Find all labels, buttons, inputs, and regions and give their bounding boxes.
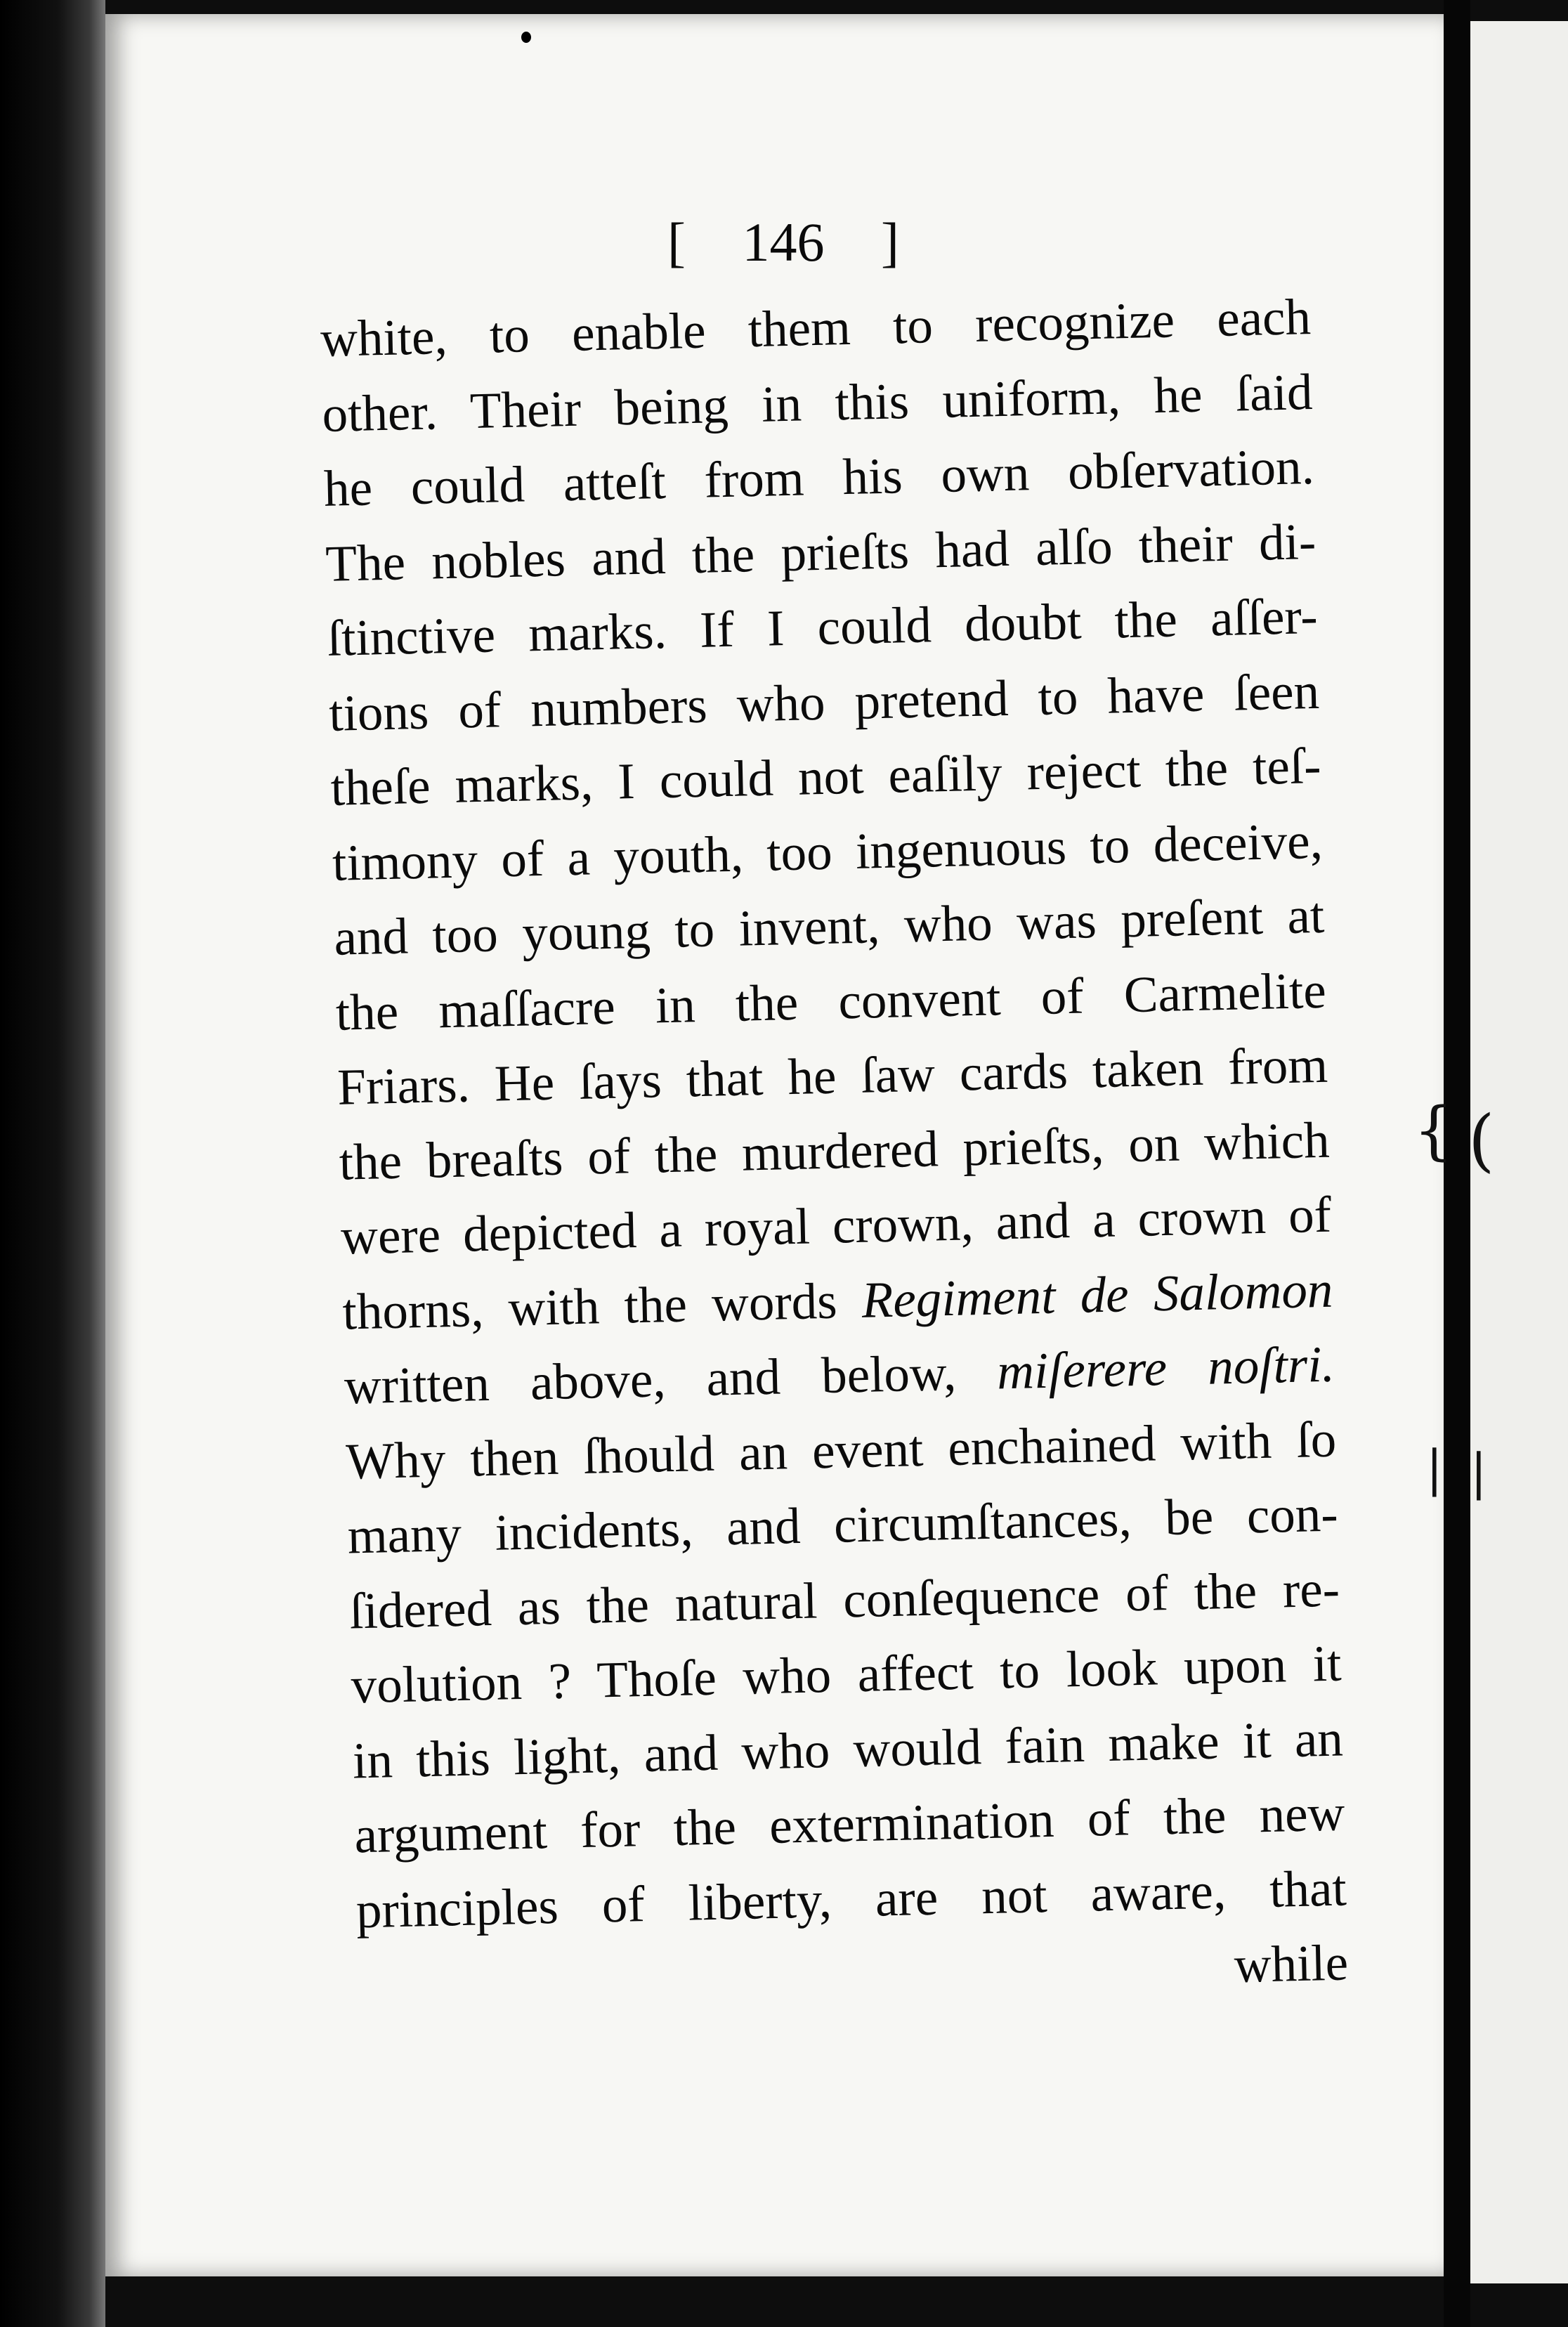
- text-segment: many incidents, and circumſtances, be con-: [346, 1485, 1339, 1565]
- adjacent-page-bracket-mark: |: [1470, 1443, 1487, 1501]
- bracket-close: ]: [881, 211, 899, 273]
- italic-text-segment: miſerere noſtri.: [996, 1335, 1335, 1400]
- text-segment: theſe marks, I could not eaſily reject the teſ-: [329, 736, 1322, 816]
- text-segment: The nobles and the prieſts had alſo their di-: [325, 512, 1317, 592]
- text-segment: written above, and below,: [344, 1343, 998, 1415]
- bracket-open: [: [667, 211, 686, 273]
- text-segment: in this light, and who would fain make it an: [352, 1709, 1344, 1789]
- text-segment: the maſſacre in the convent of Carmelite: [335, 961, 1327, 1041]
- text-segment: were depicted a royal crown, and a crown of: [340, 1185, 1332, 1265]
- adjacent-page-bracket-mark: {: [1413, 1094, 1454, 1168]
- page-number-header: [667, 211, 899, 274]
- italic-text-segment: Regiment de Salomon: [861, 1260, 1334, 1329]
- text-segment: ſtinctive marks. If I could doubt the aſſer-: [326, 587, 1319, 667]
- page-number: 146: [742, 211, 825, 273]
- text-segment: Friars. He ſays that he ſaw cards taken from: [337, 1036, 1328, 1116]
- text-segment: other. Their being in this uniform, he ſaid: [321, 363, 1314, 443]
- text-segment: ſidered as the natural conſequence of the re-: [348, 1560, 1340, 1640]
- text-segment: the breaſts of the murdered prieſts, on which: [338, 1111, 1331, 1191]
- adjacent-page-bracket-mark: (: [1468, 1101, 1495, 1180]
- text-segment: timony of a youth, too ingenuous to deceive,: [332, 811, 1324, 892]
- text-segment: thorns, with the words: [341, 1271, 863, 1341]
- book-binding-edge: [0, 0, 105, 2327]
- text-segment: argument for the extermination of the new: [353, 1784, 1346, 1864]
- text-segment: white, to enable them to recognize each: [320, 288, 1312, 367]
- text-segment: he could atteſt from his own obſervation.: [323, 437, 1315, 517]
- text-segment: volution ? Thoſe who affect to look upon it: [350, 1634, 1342, 1714]
- text-segment: Why then ſhould an event enchained with ſo: [345, 1410, 1337, 1490]
- adjacent-page-bracket-mark: |: [1426, 1440, 1443, 1497]
- text-segment: and too young to invent, who was preſent at: [333, 886, 1326, 966]
- catchword: while: [1233, 1934, 1349, 1994]
- ink-speck: [521, 32, 531, 43]
- text-segment: tions of numbers who pretend to have ſeen: [328, 662, 1320, 742]
- body-text: [320, 280, 1349, 2023]
- text-segment: principles of liberty, are not aware, that: [355, 1858, 1347, 1938]
